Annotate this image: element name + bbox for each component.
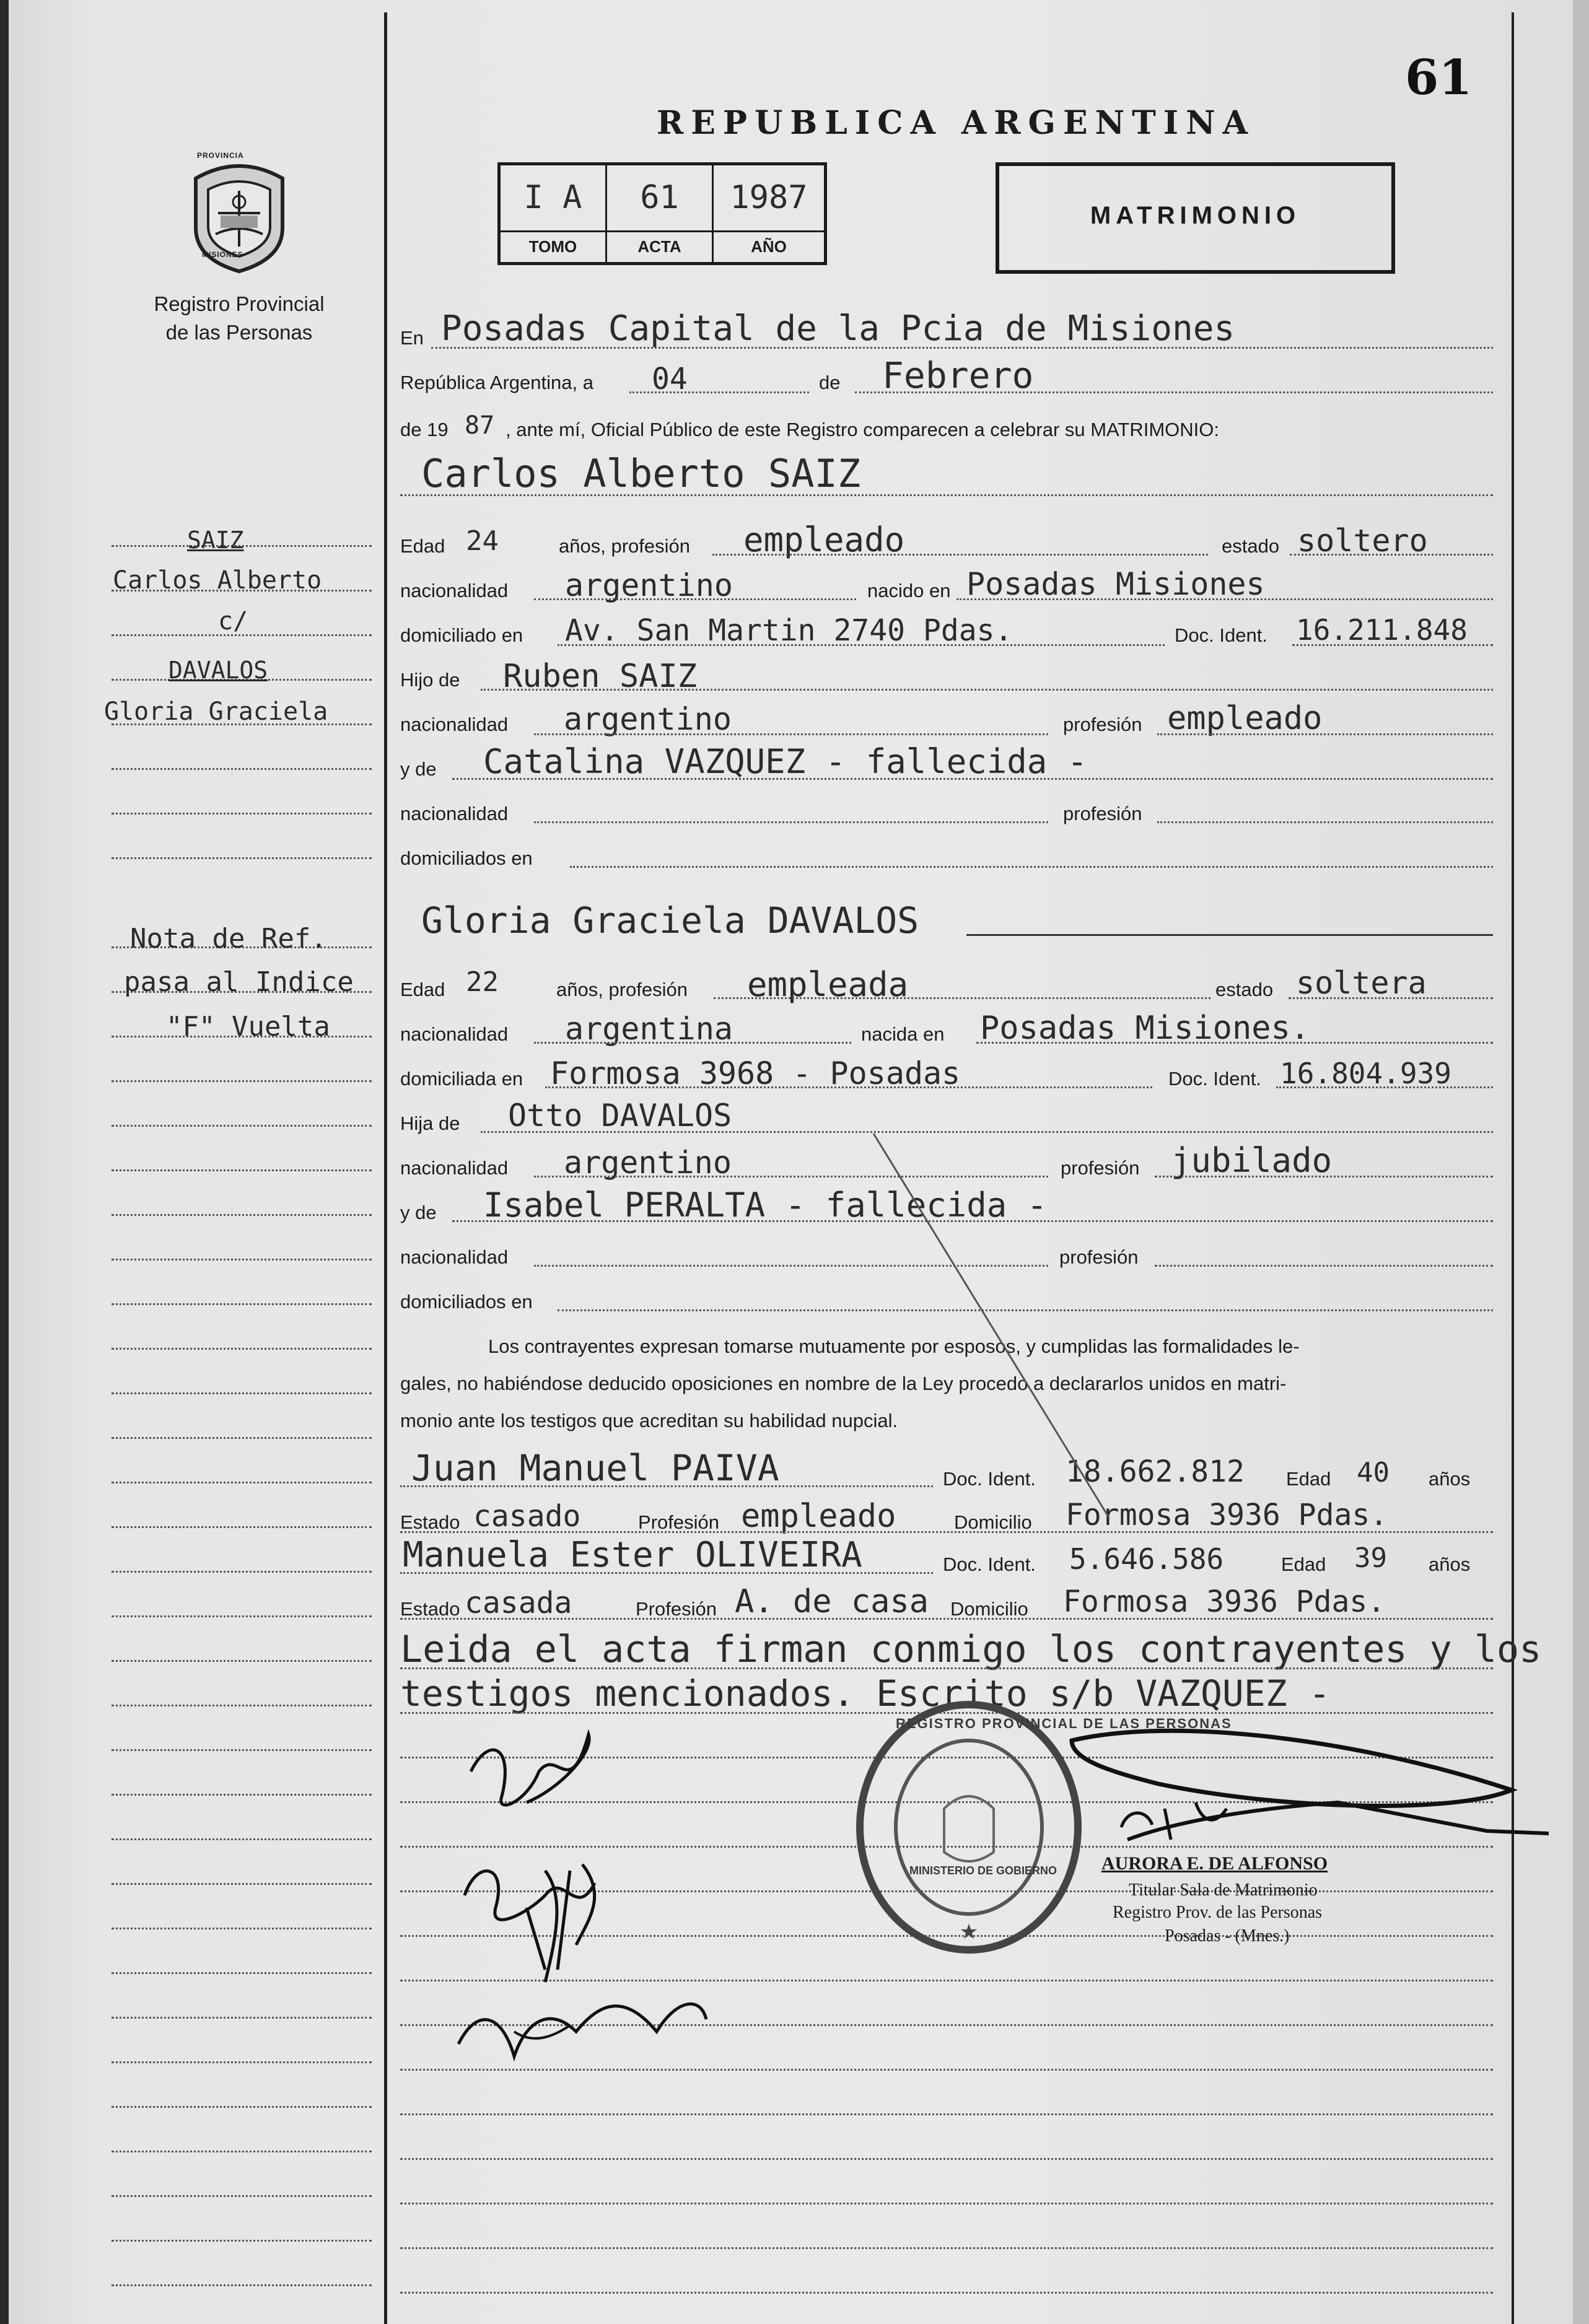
emblem-top-text: PROVINCIA xyxy=(197,151,244,160)
acta-label: ACTA xyxy=(607,230,712,262)
bride-madre-nac-label: nacionalidad xyxy=(400,1246,509,1268)
declaration-line2: gales, no habiéndose deducido oposiciones en nombre de la Ley procedo a declararlos unidos en matri- xyxy=(400,1373,1287,1394)
bride-edad-label: Edad xyxy=(400,979,445,1000)
svg-text:★: ★ xyxy=(959,1920,979,1944)
bride-doc: 16.804.939 xyxy=(1280,1057,1451,1090)
place-rule xyxy=(431,347,1493,349)
witness2-name-rule xyxy=(400,1572,933,1574)
groom-doc: 16.211.848 xyxy=(1296,613,1468,647)
diagonal-mark xyxy=(867,1127,1115,1524)
bride-name: Gloria Graciela DAVALOS xyxy=(421,899,919,941)
bride-domiciliados-label: domiciliados en xyxy=(400,1291,533,1313)
groom-nac-label: nacionalidad xyxy=(400,580,509,601)
groom-nacido-rule xyxy=(956,598,1493,600)
groom-name-rule xyxy=(400,494,1493,496)
margin-name-bride: Gloria Graciela xyxy=(104,697,328,726)
groom-madre: Catalina VAZQUEZ - fallecida - xyxy=(483,742,1088,781)
groom-estado-rule xyxy=(1290,554,1493,556)
officer-org: Registro Prov. de las Personas xyxy=(1113,1903,1323,1922)
groom-madre-nac-label: nacionalidad xyxy=(400,803,509,824)
tomo-label: TOMO xyxy=(501,230,605,262)
margin-note-line2: pasa al Indice xyxy=(124,966,354,998)
acta-cell xyxy=(607,165,714,262)
witness2-prof-label: Profesión xyxy=(636,1598,717,1620)
witness2-dom-label: Domicilio xyxy=(950,1598,1028,1620)
groom-padre-prof-label: profesión xyxy=(1063,714,1142,735)
witness2-doc-label: Doc. Ident. xyxy=(943,1553,1036,1575)
year-suffix: 87 xyxy=(465,411,495,440)
groom-nacido-label: nacido en xyxy=(867,580,951,601)
groom-madre-nac-rule xyxy=(534,821,1048,823)
record-box xyxy=(497,162,827,265)
bride-padre-nac-label: nacionalidad xyxy=(400,1157,509,1179)
page-number: 61 xyxy=(1405,50,1473,106)
groom-domiciliados-rule xyxy=(570,866,1493,868)
place-value: Posadas Capital de la Pcia de Misiones xyxy=(441,308,1235,349)
margin-conjunction: c/ xyxy=(218,607,248,636)
day-rule xyxy=(629,391,809,393)
month-rule xyxy=(855,391,1493,393)
witness1-doc: 18.662.812 xyxy=(1066,1454,1245,1489)
witness2-domicilio: Formosa 3936 Pdas. xyxy=(1063,1584,1386,1619)
bride-nac-rule xyxy=(534,1042,851,1044)
bride-anos-prof-label: años, profesión xyxy=(556,979,688,1000)
witness1-doc-label: Doc. Ident. xyxy=(943,1468,1036,1490)
bride-name-rule xyxy=(966,934,1493,936)
bride-madre-prof-label: profesión xyxy=(1059,1246,1139,1268)
ano-value: 1987 xyxy=(730,179,808,216)
bride-padre-prof: jubilado xyxy=(1171,1141,1333,1180)
declaration-line3: monio ante los testigos que acreditan su habilidad nupcial. xyxy=(400,1410,898,1431)
groom-padre-prof: empleado xyxy=(1167,700,1323,737)
witness2-detail-rule xyxy=(400,1618,1493,1620)
witness1-edad: 40 xyxy=(1357,1457,1390,1488)
bride-padre-nac: argentino xyxy=(564,1145,732,1181)
tomo-cell xyxy=(501,165,607,262)
groom-padre-nac-rule xyxy=(534,733,1048,735)
witness1-detail-rule xyxy=(400,1531,1493,1533)
bride-nac-label: nacionalidad xyxy=(400,1023,509,1045)
officer-signature xyxy=(1016,1716,1549,1864)
bride-prof-rule xyxy=(714,997,1210,999)
bride-estado-rule xyxy=(1289,997,1493,999)
groom-prof-rule xyxy=(712,554,1208,556)
closing-line2: testigos mencionados. Escrito s/b VAZQUEZ - xyxy=(400,1672,1331,1715)
groom-nacionalidad: argentino xyxy=(565,567,733,603)
groom-edad: 24 xyxy=(466,525,499,557)
year-prefix: de 19 xyxy=(400,419,449,440)
bride-dom-label: domiciliada en xyxy=(400,1068,523,1090)
witness1-name: Juan Manuel PAIVA xyxy=(411,1447,779,1489)
witness2-estado-label: Estado xyxy=(400,1598,460,1620)
month-value: Febrero xyxy=(882,354,1034,396)
day-value: 04 xyxy=(652,362,688,396)
witness1-dom-label: Domicilio xyxy=(954,1511,1032,1533)
bride-profesion: empleada xyxy=(747,965,909,1004)
bride-estado-label: estado xyxy=(1215,979,1274,1000)
bride-edad: 22 xyxy=(466,966,499,998)
groom-dom-rule xyxy=(558,644,1165,646)
bride-nacida-rule xyxy=(976,1042,1493,1044)
margin-divider xyxy=(384,12,387,2324)
country-title: REPUBLICA ARGENTINA xyxy=(657,104,1256,142)
margin-surname-groom: SAIZ xyxy=(187,526,244,554)
groom-padre-prof-rule xyxy=(1157,733,1493,735)
witness1-edad-label: Edad xyxy=(1286,1468,1331,1490)
groom-edad-label: Edad xyxy=(400,535,445,557)
groom-domicilio: Av. San Martin 2740 Pdas. xyxy=(565,613,1013,648)
witness2-name: Manuela Ester OLIVEIRA xyxy=(403,1535,862,1575)
groom-estado-label: estado xyxy=(1222,535,1280,557)
bride-padre-label: Hija de xyxy=(400,1112,460,1134)
seal-inner-text: MINISTERIO DE GOBIERNO xyxy=(909,1864,1057,1877)
page-right-edge xyxy=(1573,0,1589,2324)
witness2-edad-label: Edad xyxy=(1281,1553,1326,1575)
bride-dom-rule xyxy=(545,1086,1152,1088)
groom-padre-nac-label: nacionalidad xyxy=(400,714,509,735)
margin-surname-bride: DAVALOS xyxy=(169,657,268,684)
seal-ring-text: REGISTRO PROVINCIAL DE LAS PERSONAS xyxy=(896,1716,1232,1731)
groom-padre-nac: argentino xyxy=(564,701,732,737)
registry-name xyxy=(109,290,369,347)
intro-text: , ante mí, Oficial Público de este Registro comparecen a celebrar su MATRIMONIO: xyxy=(506,419,1220,440)
groom-domiciliados-label: domiciliados en xyxy=(400,847,533,869)
groom-doc-rule xyxy=(1292,644,1493,646)
witness2-profesion: A. de casa xyxy=(735,1583,929,1620)
document-type-box xyxy=(996,162,1395,274)
ano-label: AÑO xyxy=(714,230,824,262)
bride-madre: Isabel PERALTA - fallecida - xyxy=(483,1186,1048,1225)
witness2-edad: 39 xyxy=(1354,1542,1387,1574)
groom-doc-label: Doc. Ident. xyxy=(1175,624,1267,646)
groom-profesion: empleado xyxy=(743,520,905,559)
closing-line1: Leida el acta firman conmigo los contrayentes y los xyxy=(400,1628,1542,1671)
emblem-bottom-text: MISIONES xyxy=(202,250,243,259)
bride-padre-prof-rule xyxy=(1155,1176,1493,1177)
groom-nacido: Posadas Misiones xyxy=(966,566,1265,602)
page-binding xyxy=(0,0,9,2324)
margin-name-groom: Carlos Alberto xyxy=(113,566,322,595)
witness1-anos-label: años xyxy=(1429,1468,1471,1490)
officer-name: AURORA E. DE ALFONSO xyxy=(1101,1853,1328,1874)
groom-dom-label: domiciliado en xyxy=(400,624,523,646)
bride-doc-label: Doc. Ident. xyxy=(1168,1068,1261,1090)
groom-anos-prof-label: años, profesión xyxy=(559,535,690,557)
groom-estado: soltero xyxy=(1297,523,1428,559)
bride-padre-prof-label: profesión xyxy=(1061,1157,1140,1179)
ano-cell xyxy=(714,165,824,262)
groom-madre-prof-label: profesión xyxy=(1063,803,1142,824)
officer-place: Posadas - (Mnes.) xyxy=(1165,1926,1290,1946)
officer-title: Titular Sala de Matrimonio xyxy=(1129,1881,1318,1900)
witness-signatures xyxy=(452,1710,712,2094)
bride-madre-prof-rule xyxy=(1155,1265,1493,1267)
margin-note-line3: "F" Vuelta xyxy=(166,1011,330,1042)
witness2-anos-label: años xyxy=(1429,1553,1471,1575)
witness1-estado-label: Estado xyxy=(400,1511,460,1533)
tomo-value: I A xyxy=(523,179,582,216)
groom-madre-prof-rule xyxy=(1157,821,1493,823)
groom-nac-rule xyxy=(534,598,856,600)
groom-madre-label: y de xyxy=(400,758,437,780)
witness2-estado: casada xyxy=(465,1586,572,1620)
registry-line1: Registro Provincial xyxy=(154,292,325,315)
bride-padre: Otto DAVALOS xyxy=(508,1098,732,1134)
witness1-estado: casado xyxy=(473,1499,581,1534)
declaration-line1: Los contrayentes expresan tomarse mutuamente por esposos, y cumplidas las formalidades le- xyxy=(488,1335,1300,1357)
bride-doc-rule xyxy=(1276,1086,1493,1088)
witness1-domicilio: Formosa 3936 Pdas. xyxy=(1066,1498,1388,1532)
bride-domicilio: Formosa 3968 - Posadas xyxy=(550,1055,961,1091)
right-margin-line xyxy=(1512,12,1514,2324)
witness1-profesion: empleado xyxy=(741,1498,896,1535)
bride-nacida-label: nacida en xyxy=(861,1023,945,1045)
bride-madre-label: y de xyxy=(400,1202,437,1223)
document-type: MATRIMONIO xyxy=(1090,202,1301,229)
bride-estado: soltera xyxy=(1296,965,1427,1001)
witness1-prof-label: Profesión xyxy=(638,1511,719,1533)
bride-nacida: Posadas Misiones. xyxy=(980,1010,1310,1047)
groom-padre-label: Hijo de xyxy=(400,669,460,691)
de-label: de xyxy=(819,372,841,393)
groom-name: Carlos Alberto SAIZ xyxy=(421,451,861,496)
en-label: En xyxy=(400,327,424,349)
acta-value: 61 xyxy=(640,179,679,216)
bride-nacionalidad: argentina xyxy=(565,1011,733,1047)
witness2-doc: 5.646.586 xyxy=(1069,1542,1224,1576)
margin-note-line1: Nota de Ref. xyxy=(130,923,327,954)
witness1-name-rule xyxy=(400,1485,933,1487)
republica-label: República Argentina, a xyxy=(400,372,593,393)
groom-madre-rule xyxy=(452,778,1493,780)
closing-rule1 xyxy=(400,1667,1493,1669)
groom-padre: Ruben SAIZ xyxy=(503,658,698,695)
registry-line2: de las Personas xyxy=(165,321,313,344)
groom-padre-rule xyxy=(481,689,1493,691)
